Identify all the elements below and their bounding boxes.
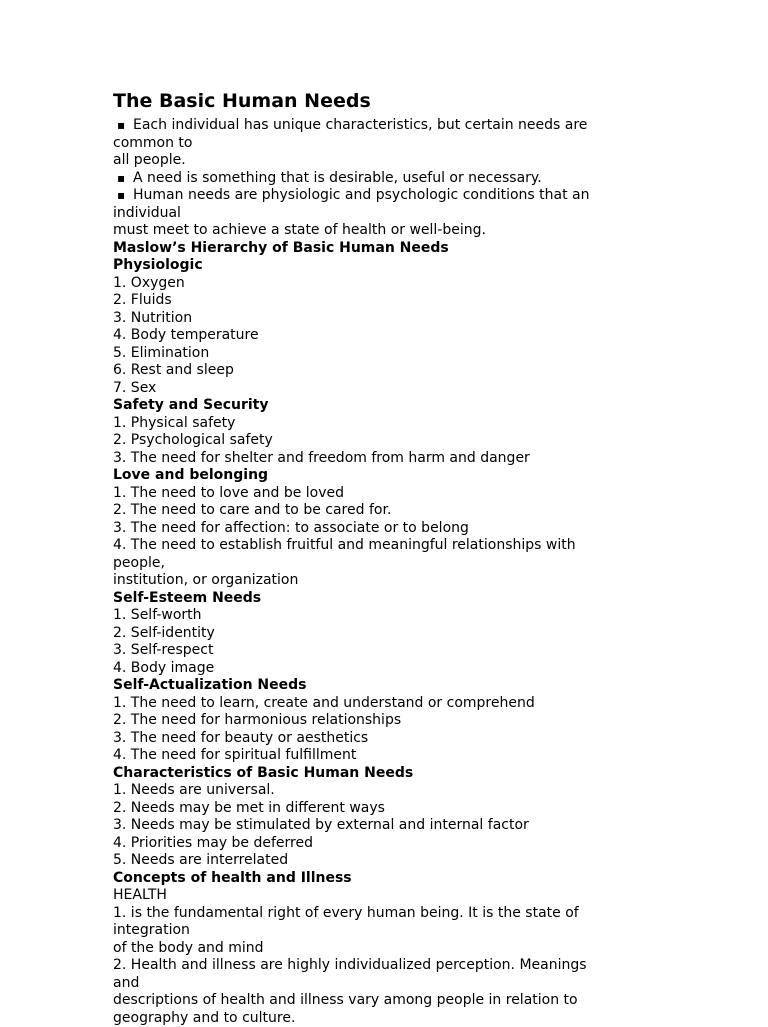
text-line: 6. Rest and sleep [113, 362, 653, 380]
text-line: 1. Needs are universal. [113, 782, 653, 800]
text-line: geography and to culture. [113, 1010, 653, 1027]
text-line: 2. Health and illness are highly individualized perception. Meanings [113, 957, 653, 975]
section-heading: Safety and Security [113, 397, 653, 415]
text-line: 4. Body image [113, 660, 653, 678]
text-line: 1. Oxygen [113, 275, 653, 293]
text-line: 4. The need for spiritual fulfillment [113, 747, 653, 765]
text-line: 5. Needs are interrelated [113, 852, 653, 870]
section-heading: Maslow’s Hierarchy of Basic Human Needs [113, 240, 653, 258]
section-heading: Characteristics of Basic Human Needs [113, 765, 653, 783]
text-line: 7. Sex [113, 380, 653, 398]
text-line: common to [113, 135, 653, 153]
text-line: 2. Fluids [113, 292, 653, 310]
section-heading: Love and belonging [113, 467, 653, 485]
text-line: integration [113, 922, 653, 940]
text-line: institution, or organization [113, 572, 653, 590]
text-line: HEALTH [113, 887, 653, 905]
text-line: descriptions of health and illness vary among people in relation to [113, 992, 653, 1010]
text-line: 5. Elimination [113, 345, 653, 363]
text-line: 1. The need to learn, create and understand or comprehend [113, 695, 653, 713]
text-line: 4. The need to establish fruitful and meaningful relationships with [113, 537, 653, 555]
text-line: of the body and mind [113, 940, 653, 958]
text-line: 1. Self-worth [113, 607, 653, 625]
section-heading: Self-Actualization Needs [113, 677, 653, 695]
section-heading: Self-Esteem Needs [113, 590, 653, 608]
text-line: 2. The need to care and to be cared for. [113, 502, 653, 520]
bullet-item: ▪ A need is something that is desirable, useful or necessary. [113, 170, 653, 188]
text-line: 2. The need for harmonious relationships [113, 712, 653, 730]
text-line: and [113, 975, 653, 993]
text-line: 3. The need for shelter and freedom from harm and danger [113, 450, 653, 468]
text-line: 2. Self-identity [113, 625, 653, 643]
text-line: 1. Physical safety [113, 415, 653, 433]
text-line: 1. is the fundamental right of every human being. It is the state of [113, 905, 653, 923]
text-line: people, [113, 555, 653, 573]
text-line: 4. Priorities may be deferred [113, 835, 653, 853]
text-line: 3. The need for beauty or aesthetics [113, 730, 653, 748]
document-title: The Basic Human Needs [113, 88, 653, 114]
text-line: 1. The need to love and be loved [113, 485, 653, 503]
bullet-item: ▪ Each individual has unique characteristics, but certain needs are [113, 117, 653, 135]
bullet-item: ▪ Human needs are physiologic and psychologic conditions that an [113, 187, 653, 205]
text-line: 3. Needs may be stimulated by external and internal factor [113, 817, 653, 835]
text-line: 3. The need for affection: to associate or to belong [113, 520, 653, 538]
text-line: individual [113, 205, 653, 223]
text-line: 3. Self-respect [113, 642, 653, 660]
text-line: all people. [113, 152, 653, 170]
document-page [113, 88, 653, 1027]
text-line: 2. Needs may be met in different ways [113, 800, 653, 818]
section-heading: Physiologic [113, 257, 653, 275]
text-line: 3. Nutrition [113, 310, 653, 328]
section-heading: Concepts of health and Illness [113, 870, 653, 888]
text-line: 2. Psychological safety [113, 432, 653, 450]
document-body [113, 117, 653, 1027]
text-line: 4. Body temperature [113, 327, 653, 345]
text-line: must meet to achieve a state of health or well-being. [113, 222, 653, 240]
